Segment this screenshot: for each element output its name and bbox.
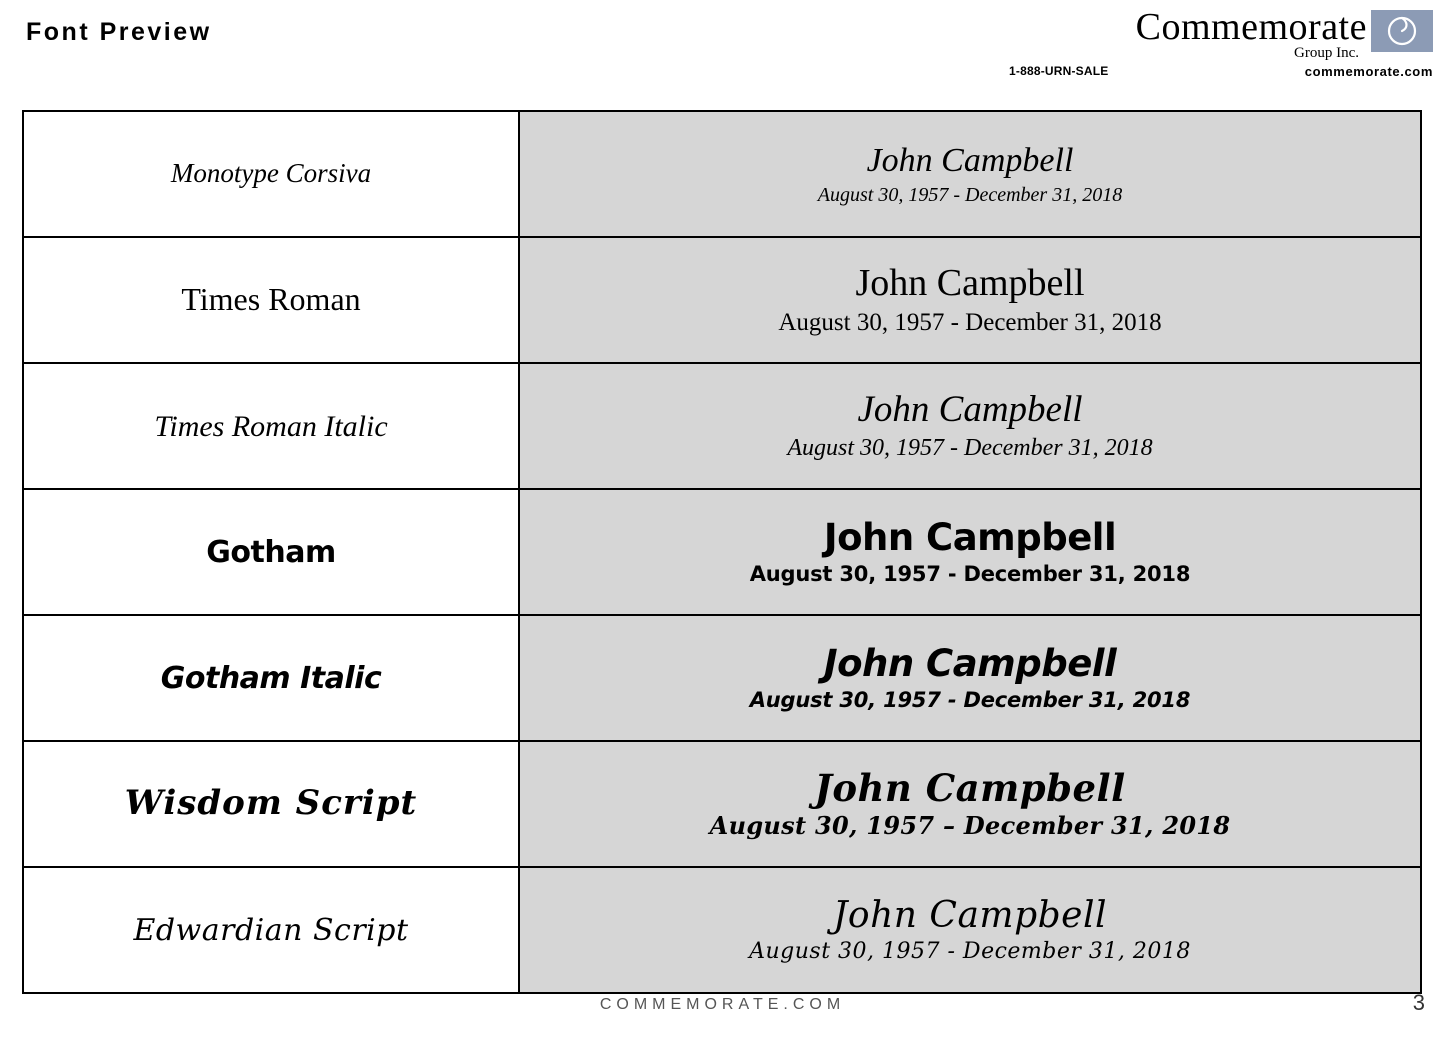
sample-name: John Campbell <box>823 642 1117 686</box>
font-sample-cell <box>519 237 1421 363</box>
table-row <box>23 489 1421 615</box>
font-label-cell <box>23 615 519 741</box>
font-label: Monotype Corsiva <box>170 158 372 189</box>
font-label-cell <box>23 867 519 993</box>
sample-name: John Campbell <box>855 262 1085 305</box>
table-row <box>23 237 1421 363</box>
table-row <box>23 615 1421 741</box>
page-footer <box>0 990 1445 1030</box>
font-label-cell <box>23 111 519 237</box>
font-label: Edwardian Script <box>133 912 409 948</box>
sample-dates: August 30, 1957 – December 31, 2018 <box>709 810 1231 840</box>
font-label: Times Roman Italic <box>154 409 388 443</box>
font-label-cell <box>23 741 519 867</box>
sample-name: John Campbell <box>823 516 1117 560</box>
page-header <box>0 0 1445 100</box>
font-label: Times Roman <box>181 281 361 318</box>
sample-dates: August 30, 1957 - December 31, 2018 <box>749 561 1191 586</box>
font-sample-cell <box>519 111 1421 237</box>
font-label-cell <box>23 363 519 489</box>
font-label-cell <box>23 489 519 615</box>
font-sample-cell <box>519 741 1421 867</box>
font-label: Wisdom Script <box>124 783 418 824</box>
sample-name: John Campbell <box>814 766 1126 811</box>
sample-name: John Campbell <box>833 895 1107 937</box>
table-row <box>23 867 1421 993</box>
font-label-cell <box>23 237 519 363</box>
sample-dates: August 30, 1957 - December 31, 2018 <box>817 183 1123 206</box>
sample-dates: August 30, 1957 - December 31, 2018 <box>787 434 1153 461</box>
swirl-c-logo-icon <box>1371 10 1433 52</box>
font-label: Gotham Italic <box>160 660 382 696</box>
sample-dates: August 30, 1957 - December 31, 2018 <box>778 308 1162 336</box>
brand-website: commemorate.com <box>1304 64 1433 79</box>
brand-block <box>1007 4 1437 82</box>
sample-name: John Campbell <box>857 389 1083 431</box>
font-preview-table <box>22 110 1422 994</box>
table-row <box>23 111 1421 237</box>
brand-phone: 1-888-URN-SALE <box>1009 64 1109 78</box>
page-number: 3 <box>1412 990 1425 1015</box>
sample-name: John Campbell <box>866 142 1074 180</box>
sample-dates: August 30, 1957 - December 31, 2018 <box>749 687 1191 712</box>
brand-subtitle: Group Inc. <box>1294 45 1359 61</box>
font-sample-cell <box>519 615 1421 741</box>
footer-website: COMMEMORATE.COM <box>599 996 846 1013</box>
font-sample-cell <box>519 489 1421 615</box>
page-title: Font Preview <box>26 18 212 46</box>
font-label: Gotham <box>206 534 336 570</box>
table-row <box>23 741 1421 867</box>
sample-dates: August 30, 1957 - December 31, 2018 <box>749 938 1191 964</box>
table-row <box>23 363 1421 489</box>
brand-name: Commemorate <box>1135 6 1367 48</box>
font-sample-cell <box>519 867 1421 993</box>
font-sample-cell <box>519 363 1421 489</box>
